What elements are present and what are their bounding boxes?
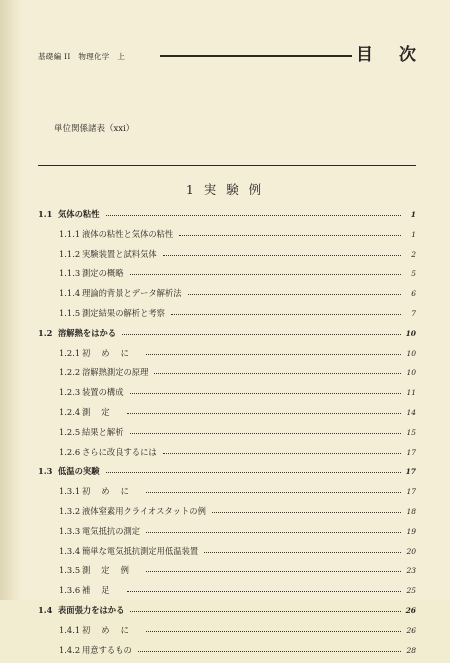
- toc-subsection-row: [38, 386, 416, 406]
- toc-number: 1.1.5: [59, 307, 81, 318]
- toc-subsection-row: [38, 248, 416, 268]
- toc-title-text: 測定の概略: [82, 268, 124, 279]
- toc-page-number: 25: [406, 586, 416, 596]
- toc-number: 1.3.5: [59, 565, 81, 576]
- toc-page-number: 14: [406, 407, 416, 417]
- toc-page-number: 1: [410, 210, 416, 219]
- toc-number: 1.2.2: [59, 367, 81, 378]
- dot-leader: [127, 591, 401, 592]
- dot-leader: [163, 453, 401, 454]
- toc-page-number: 19: [406, 526, 416, 536]
- toc-subsection-row: [38, 406, 416, 426]
- toc-page-number: 18: [406, 506, 416, 516]
- dot-leader: [138, 651, 401, 652]
- dot-leader: [146, 492, 401, 493]
- toc-title-text: 初めに: [82, 347, 140, 358]
- toc-subsection-row: [38, 505, 416, 525]
- toc-title-text: 測定結果の解析と考察: [82, 307, 165, 318]
- toc-page-number: 2: [411, 249, 416, 259]
- toc-subsection-row: [38, 307, 416, 327]
- toc-title-text: さらに改良するには: [82, 446, 157, 457]
- toc-subsection-row: [38, 525, 416, 545]
- toc-section-row: [38, 465, 416, 485]
- toc-page-number: 5: [411, 269, 416, 279]
- dot-leader: [171, 314, 401, 315]
- toc-number: 1.3.6: [59, 585, 81, 596]
- toc-title-text: 液体の粘性と気体の粘性: [82, 228, 174, 239]
- toc-title-text: 初めに: [82, 624, 140, 635]
- series-title: 基礎編 II 物理化学 上: [38, 52, 126, 61]
- chapter-rule: [38, 165, 416, 166]
- dot-leader: [204, 552, 401, 553]
- dot-leader: [146, 631, 401, 632]
- toc-section-row: [38, 327, 416, 347]
- dot-leader: [130, 274, 402, 275]
- toc-number: 1.2.5: [59, 426, 81, 437]
- page-binding-shadow: [0, 0, 22, 600]
- toc-title-text: 実験装置と試料気体: [82, 248, 157, 259]
- dot-leader: [106, 472, 402, 473]
- toc-page-number: 1: [411, 229, 416, 239]
- toc-page-number: 10: [405, 328, 416, 338]
- chapter-heading: 1 実 験 例: [185, 182, 265, 197]
- dot-leader: [146, 571, 401, 572]
- toc-number: 1.3.4: [59, 545, 81, 556]
- toc-subsection-row: [38, 426, 416, 446]
- toc-title-text: 簡単な電気抵抗測定用低温装置: [82, 545, 199, 556]
- toc-subsection-row: [38, 446, 416, 466]
- toc-number: 1.4.1: [59, 624, 81, 635]
- toc-number: 1.2.4: [59, 406, 81, 417]
- toc-number: 1.1.3: [59, 268, 81, 279]
- dot-leader: [122, 334, 401, 335]
- toc-page-number: 11: [406, 388, 416, 398]
- toc-number: 1.1.1: [59, 228, 81, 239]
- toc-title-text: 表面張力をはかる: [58, 604, 125, 615]
- toc-title-text: 結果と解析: [82, 426, 124, 437]
- toc-page-number: 7: [411, 308, 416, 318]
- toc-title-text: 初めに: [82, 486, 140, 497]
- toc-number: 1.2.3: [59, 387, 81, 398]
- toc-title-text: 装置の構成: [82, 387, 124, 398]
- running-header: [38, 40, 442, 66]
- toc-title-text: 測定: [82, 406, 121, 417]
- toc-title-text: 溶解熱測定の原理: [82, 367, 149, 378]
- toc-number: 1.1.4: [59, 288, 81, 299]
- toc-subsection-row: [38, 267, 416, 287]
- dot-leader: [188, 294, 401, 295]
- dot-leader: [127, 413, 401, 414]
- toc-subsection-row: [38, 228, 416, 248]
- toc-number: 1.3.1: [59, 486, 81, 497]
- toc-page-number: 17: [406, 487, 416, 497]
- dot-leader: [130, 611, 401, 612]
- toc-number: 1.2.6: [59, 446, 81, 457]
- toc-title-text: 低温の実験: [58, 466, 100, 477]
- toc-page-number: 26: [406, 625, 416, 635]
- toc-number: 1.3.3: [59, 525, 81, 536]
- toc-page-number: 10: [406, 368, 416, 378]
- toc-title-text: 理論的背景とデータ解析法: [82, 288, 182, 299]
- toc-page-number: 17: [405, 467, 416, 477]
- toc-page-number: 17: [406, 447, 416, 457]
- toc-subsection-row: [38, 287, 416, 307]
- header-rule: [160, 55, 352, 57]
- toc-number: 1.3: [38, 466, 53, 477]
- toc-list: [38, 208, 416, 663]
- toc-number: 1.1: [38, 209, 53, 219]
- dot-leader: [154, 373, 401, 374]
- toc-number: 1.4.2: [59, 644, 81, 655]
- toc-number: 1.2: [38, 327, 53, 338]
- toc-page-number: 20: [406, 546, 416, 556]
- toc-page-number: 6: [411, 289, 416, 299]
- units-table-entry: 単位関係諸表（xxi）: [54, 124, 135, 134]
- toc-subsection-row: [38, 347, 416, 367]
- toc-title-text: 溶解熱をはかる: [58, 327, 117, 338]
- toc-subsection-row: [38, 564, 416, 584]
- toc-number: 1.2.1: [59, 347, 81, 358]
- toc-subsection-row: [38, 624, 416, 644]
- toc-subsection-row: [38, 584, 416, 604]
- toc-subsection-row: [38, 485, 416, 505]
- toc-page-number: 10: [406, 348, 416, 358]
- dot-leader: [179, 235, 401, 236]
- dot-leader: [106, 215, 402, 216]
- toc-subsection-row: [38, 366, 416, 386]
- toc-section-row: [38, 604, 416, 624]
- toc-title-text: 液体窒素用クライオスタットの例: [82, 505, 206, 516]
- dot-leader: [130, 433, 402, 434]
- toc-subsection-row: [38, 545, 416, 565]
- toc-page-number: 28: [406, 645, 416, 655]
- dot-leader: [146, 532, 401, 533]
- toc-title: 目次: [356, 45, 442, 65]
- toc-section-row: [38, 208, 416, 228]
- dot-leader: [212, 512, 401, 513]
- toc-title-text: 用意するもの: [82, 644, 132, 655]
- dot-leader: [163, 255, 401, 256]
- toc-page-number: 15: [406, 427, 416, 437]
- toc-page-number: 26: [405, 605, 416, 615]
- toc-title-text: 測定例: [82, 565, 140, 576]
- toc-title-text: 補足: [82, 585, 121, 596]
- toc-number: 1.4: [38, 604, 53, 615]
- dot-leader: [130, 393, 402, 394]
- dot-leader: [146, 354, 401, 355]
- toc-title-text: 電気抵抗の測定: [82, 525, 141, 536]
- toc-number: 1.3.2: [59, 505, 81, 516]
- toc-number: 1.1.2: [59, 248, 81, 259]
- toc-subsection-row: [38, 644, 416, 663]
- toc-page-number: 23: [406, 566, 416, 576]
- toc-title-text: 気体の粘性: [58, 209, 100, 219]
